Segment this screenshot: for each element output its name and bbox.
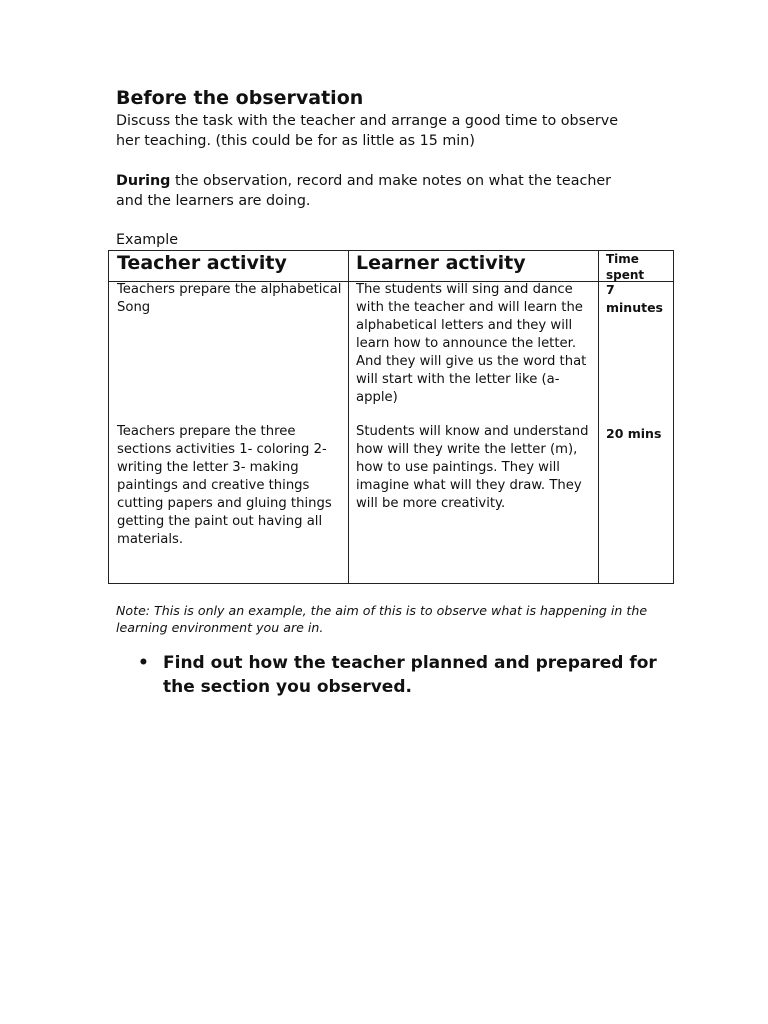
row-1-teacher-text: Teachers prepare the alphabetical Song [117, 282, 342, 315]
row-1-time-cell: 7 minutes [606, 282, 664, 315]
intro-paragraph: Discuss the task with the teacher and arrange a good time to observe her teaching. (this could be for as little as 15 min) [116, 113, 619, 149]
row-2-learner-cell: Students will know and understand how will they write the letter (m), how to use paintings. They will imagine what will they draw. They will be more creativity. [356, 424, 589, 511]
example-label: Example [116, 232, 179, 248]
during-paragraph [116, 171, 636, 211]
header-time-spent: Time spent [606, 252, 645, 282]
during-bold: During [116, 173, 171, 189]
activity-table [108, 250, 674, 584]
bullet-text: Find out how the teacher planned and prepared for the section you observed. [163, 653, 657, 697]
header-teacher-activity: Teacher activity [117, 252, 287, 274]
page-title: Before the observation [116, 87, 364, 109]
header-learner-activity: Learner activity [356, 252, 526, 274]
row-1-teacher-cell [117, 281, 343, 317]
row-2-time-cell: 20 mins [606, 426, 662, 441]
note-text: Note: This is only an example, the aim of this is to observe what is happening in the learning environment you are in. [116, 603, 648, 635]
bullet-icon: • [138, 653, 149, 673]
table-divider [598, 251, 599, 583]
during-text: the observation, record and make notes on what the teacher and the learners are doing. [116, 173, 612, 209]
table-divider [348, 251, 349, 583]
row-1-learner-cell: The students will sing and dance with the teacher and will learn the alphabetical letters and they will learn how to announce the letter. And they will give us the word that will start with the letter like (a-apple) [356, 282, 587, 405]
row-2-teacher-cell: Teachers prepare the three sections activities 1- coloring 2-writing the letter 3- making paintings and creative things cutting papers and gluing things getting the paint out having all materials. [117, 424, 332, 547]
